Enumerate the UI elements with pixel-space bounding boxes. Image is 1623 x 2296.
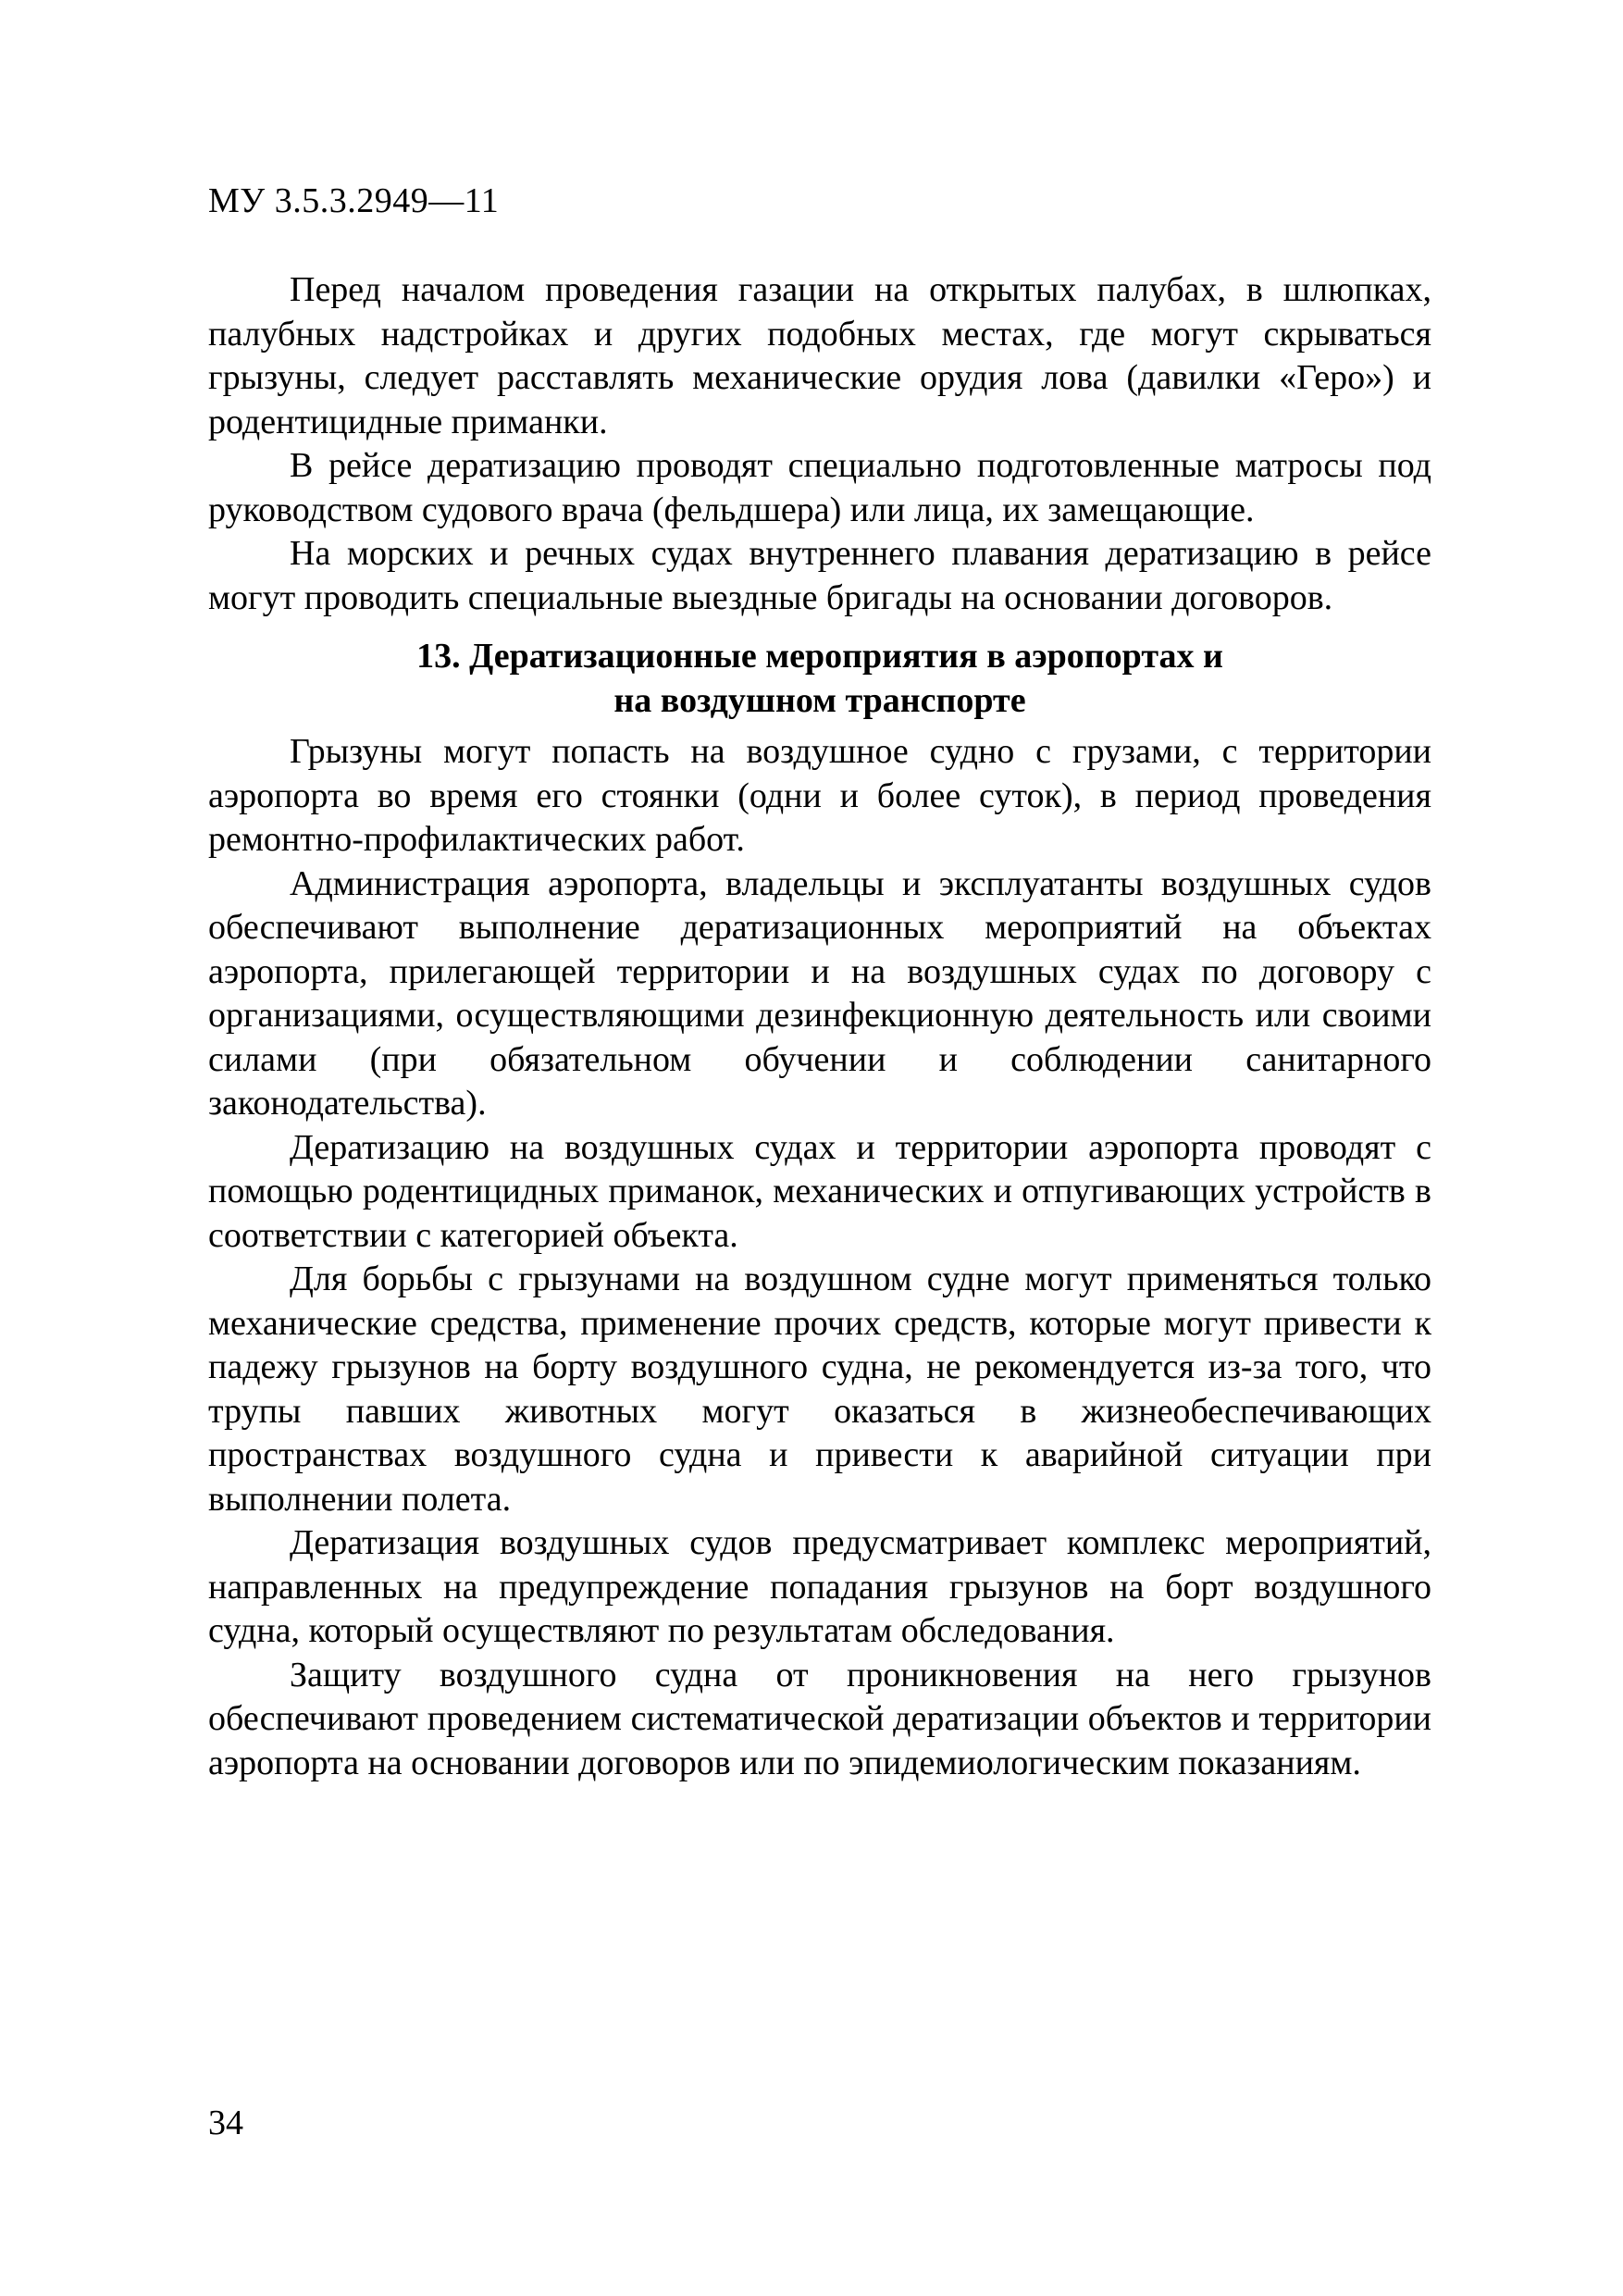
paragraph: Грызуны могут попасть на воздушное судно с грузами, с территории аэропорта во время его стоянки (одни и более суток), в период проведения ремонтно-профилактических работ.: [208, 732, 1431, 859]
paragraph: Для борьбы с грызунами на воздушном судне могут применяться только механические средства, применение прочих средств, которые могут привести к падежу грызунов на борту воздушного судна, не рекомендуется из-за того, что трупы павших животных могут оказаться в жизнеобеспечивающих пространствах воздушного судна и привести к аварийной ситуации при выполнении полета.: [208, 1260, 1431, 1519]
paragraph: Администрация аэропорта, владельцы и эксплуатанты воздушных судов обеспечивают выполнение дератизационных мероприятий на объектах аэропорта, прилегающей территории и на воздушных судах по договору с организациями, осуществляющими дезинфекционную деятельность или своими силами (при обязательном обучении и соблюдении санитарного законодательства).: [208, 863, 1431, 1123]
running-header: МУ 3.5.3.2949—11: [208, 181, 500, 220]
paragraph: Защиту воздушного судна от проникновения на него грызунов обеспечивают проведением систематической дератизации объектов и территории аэропорта на основании договоров или по эпидемиологическим показаниям.: [208, 1655, 1431, 1782]
section-heading: 13. Дератизационные мероприятия в аэропортах и на воздушном транспорте: [416, 637, 1223, 720]
page-number: 34: [208, 2104, 243, 2142]
paragraph: В рейсе дератизацию проводят специально подготовленные матросы под руководством судового врача (фельдшера) или лица, их замещающие.: [208, 446, 1431, 529]
document-body: [208, 268, 1431, 1785]
paragraph: Дератизацию на воздушных судах и территории аэропорта проводят с помощью родентицидных приманок, механических и отпугивающих устройств в соответствии с категорией объекта.: [208, 1127, 1431, 1255]
paragraph: Перед началом проведения газации на открытых палубах, в шлюпках, палубных надстройках и других подобных местах, где могут скрываться грызуны, следует расставлять механические орудия лова (давилки «Геро») и родентицидные приманки.: [208, 270, 1431, 441]
paragraph: На морских и речных судах внутреннего плавания дератизацию в рейсе могут проводить специальные выездные бригады на основании договоров.: [208, 534, 1431, 617]
paragraph: Дератизация воздушных судов предусматривает комплекс мероприятий, направленных на предупреждение попадания грызунов на борт воздушного судна, который осуществляют по результатам обследования.: [208, 1523, 1431, 1650]
